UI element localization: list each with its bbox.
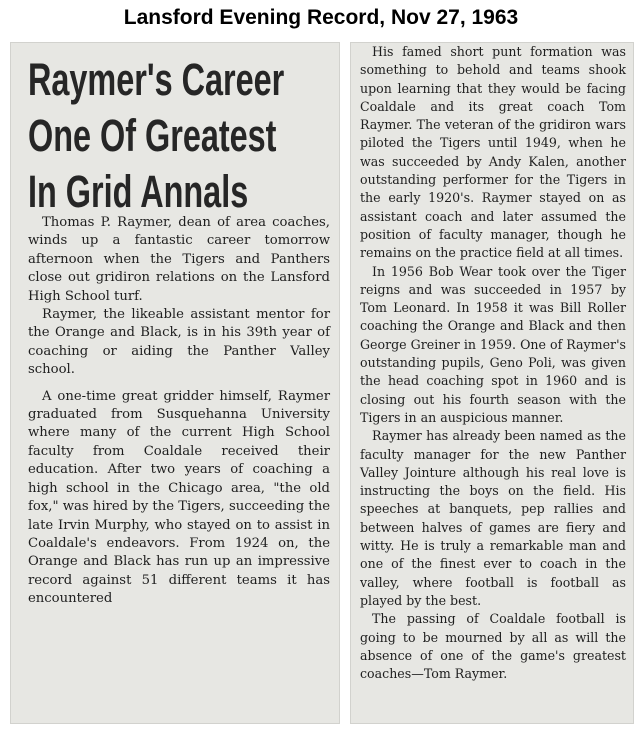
right-column-text bbox=[360, 42, 626, 683]
clipping-left-column bbox=[10, 42, 340, 724]
article-paragraph-5: In 1956 Bob Wear took over the Tiger reigns and was succeeded in 1957 by Tom Leonard. In 1958 it was Bill Roller coaching the Orange and Black and then George Greiner in 1959. One of Raymer's outstanding pupils, Geno Poli, was given the head coaching spot in 1960 and is closing out his fourth season with the Tigers in an auspicious manner. bbox=[360, 263, 626, 425]
article-headline bbox=[28, 52, 285, 220]
headline-line-3: In Grid Annals bbox=[28, 166, 249, 217]
article-paragraph-1: Thomas P. Raymer, dean of area coaches, winds up a fantastic career tomorrow afternoon when the Tigers and Panthers close out gridiron relations on the Lansford High School turf. bbox=[28, 215, 330, 304]
headline-line-1: Raymer's Career bbox=[28, 54, 285, 105]
article-paragraph-6: Raymer has already been named as the faculty manager for the new Panther Valley Jointure although his real love is instructing the boys on the field. His speeches at banquets, pep rallies and between halves of games are fiery and witty. He is truly a remarkable man and one of the finest ever to coach in the valley, where football is football as played by the best. bbox=[360, 428, 626, 608]
headline-line-2: One Of Greatest bbox=[28, 110, 277, 161]
article-paragraph-7: The passing of Coaldale football is going to be mourned by all as will the absence of one of the game's greatest coaches—Tom Raymer. bbox=[360, 611, 626, 682]
article-paragraph-4: His famed short punt formation was something to behold and teams shook upon learning that they would be facing Coaldale and its great coach Tom Raymer. The veteran of the gridiron wars piloted the Tigers until 1949, when he was succeeded by Andy Kalen, another outstanding performer for the Tigers in the early 1920's. Raymer stayed on as assistant coach and later assumed the position of faculty manager, though he remains on the practice field at all times. bbox=[360, 44, 626, 261]
article-paragraph-3: A one-time great gridder himself, Raymer graduated from Susquehanna University where many of the current High School faculty from Coaldale received their education. After two years of coaching a high school in the Chicago area, "the old fox," was hired by the Tigers, succeeding the late Irvin Murphy, who stayed on to assist in Coaldale's endeavors. From 1924 on, the Orange and Black has run up an impressive record against 51 different teams it has encountered bbox=[28, 388, 330, 607]
article-paragraph-2: Raymer, the likeable assistant mentor for the Orange and Black, is in his 39th year of coaching or aiding the Panther Valley school. bbox=[28, 307, 330, 378]
clipping-right-column bbox=[350, 42, 634, 724]
left-column-text bbox=[28, 214, 330, 609]
page-title: Lansford Evening Record, Nov 27, 1963 bbox=[123, 6, 519, 29]
